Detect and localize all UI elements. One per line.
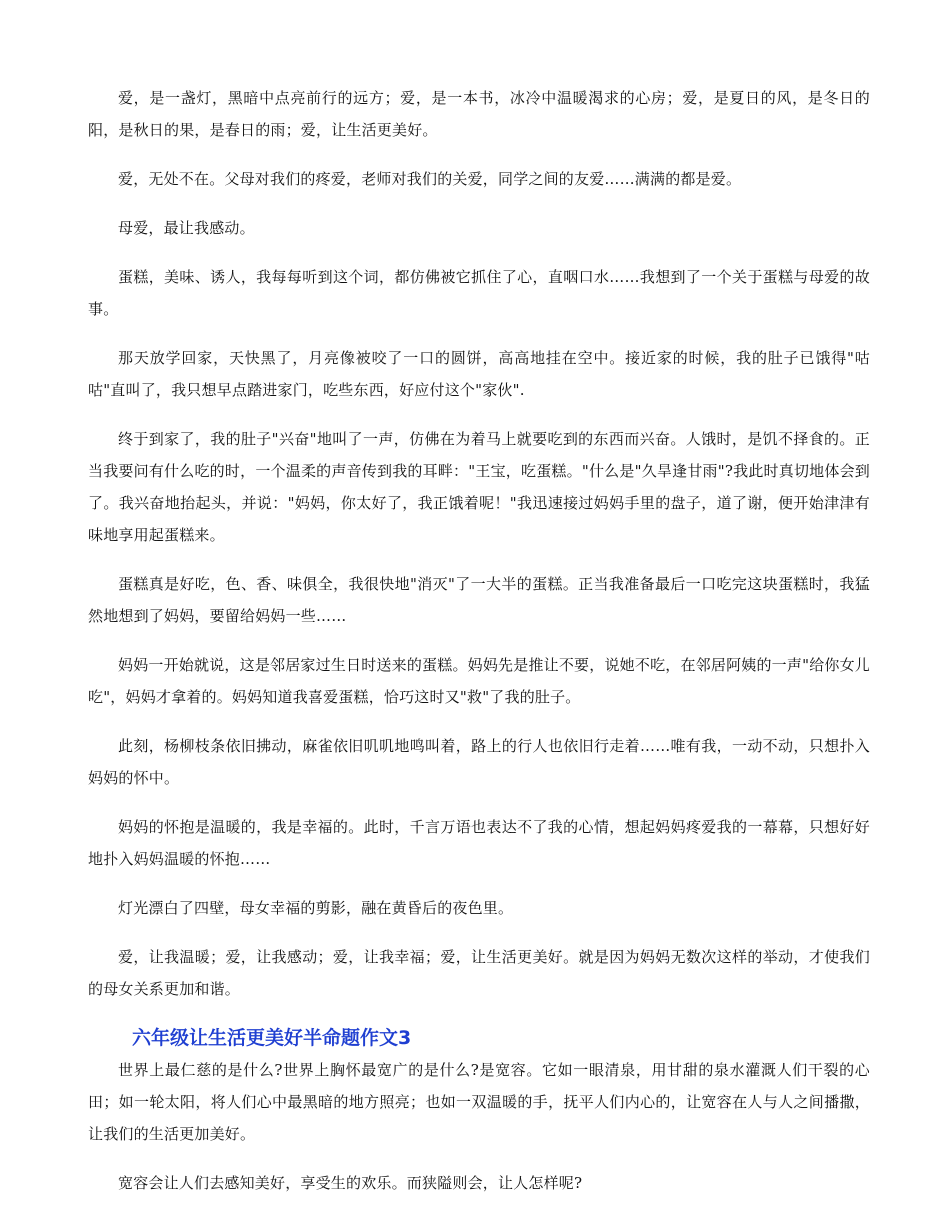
essay-body: [88, 82, 870, 1216]
paragraph: 此刻，杨柳枝条依旧拂动，麻雀依旧叽叽地鸣叫着，路上的行人也依旧行走着……唯有我，一动不动，只想扑入妈妈的怀中。: [88, 737, 870, 787]
paragraph: 妈妈的怀抱是温暖的，我是幸福的。此时，千言万语也表达不了我的心情，想起妈妈疼爱我的一幕幕，只想好好地扑入妈妈温暖的怀抱……: [88, 818, 870, 868]
paragraph: 终于到家了，我的肚子"兴奋"地叫了一声，仿佛在为着马上就要吃到的东西而兴奋。人饿时，是饥不择食的。正当我要问有什么吃的时，一个温柔的声音传到我的耳畔："王宝，吃蛋糕。"什么是"久旱逢甘雨"?我此时真切地体会到了。我兴奋地抬起头，并说："妈妈，你太好了，我正饿着呢！"我迅速接过妈妈手里的盘子，道了谢，便开始津津有味地享用起蛋糕来。: [88, 430, 870, 544]
paragraph: 灯光漂白了四壁，母女幸福的剪影，融在黄昏后的夜色里。: [118, 899, 514, 917]
paragraph: 蛋糕，美味、诱人，我每每听到这个词，都仿佛被它抓住了心，直咽口水……我想到了一个关于蛋糕与母爱的故事。: [88, 268, 870, 318]
paragraph: 爱，是一盏灯，黑暗中点亮前行的远方；爱，是一本书，冰冷中温暖渴求的心房；爱，是夏日的风，是冬日的阳，是秋日的果，是春日的雨；爱，让生活更美好。: [88, 89, 870, 139]
paragraph: 宽容会让人们去感知美好，享受生的欢乐。而狭隘则会，让人怎样呢?: [118, 1174, 583, 1192]
paragraph: 爱，无处不在。父母对我们的疼爱，老师对我们的关爱，同学之间的友爱……满满的都是爱。: [118, 170, 742, 188]
paragraph: 妈妈一开始就说，这是邻居家过生日时送来的蛋糕。妈妈先是推让不要，说她不吃，在邻居阿姨的一声"给你女儿吃"，妈妈才拿着的。妈妈知道我喜爱蛋糕，恰巧这时又"救"了我的肚子。: [88, 656, 870, 706]
paragraph: 世界上最仁慈的是什么?世界上胸怀最宽广的是什么?是宽容。它如一眼清泉，用甘甜的泉水灌溉人们干裂的心田；如一轮太阳，将人们心中最黑暗的地方照亮；也如一双温暖的手，抚平人们内心的，让宽容在人与人之间播撒，让我们的生活更加美好。: [88, 1061, 870, 1143]
paragraph: 那天放学回家，天快黑了，月亮像被咬了一口的圆饼，高高地挂在空中。接近家的时候，我的肚子已饿得"咕咕"直叫了，我只想早点踏进家门，吃些东西，好应付这个"家伙".: [88, 349, 870, 399]
paragraph: 蛋糕真是好吃，色、香、味俱全，我很快地"消灭"了一大半的蛋糕。正当我准备最后一口吃完这块蛋糕时，我猛然地想到了妈妈，要留给妈妈一些……: [88, 575, 870, 625]
paragraph: 爱，让我温暖；爱，让我感动；爱，让我幸福；爱，让生活更美好。就是因为妈妈无数次这样的举动，才使我们的母女关系更加和谐。: [88, 948, 870, 998]
section-heading: 六年级让生活更美好半命题作文3: [132, 1027, 412, 1049]
paragraph: 母爱，最让我感动。: [118, 219, 255, 237]
